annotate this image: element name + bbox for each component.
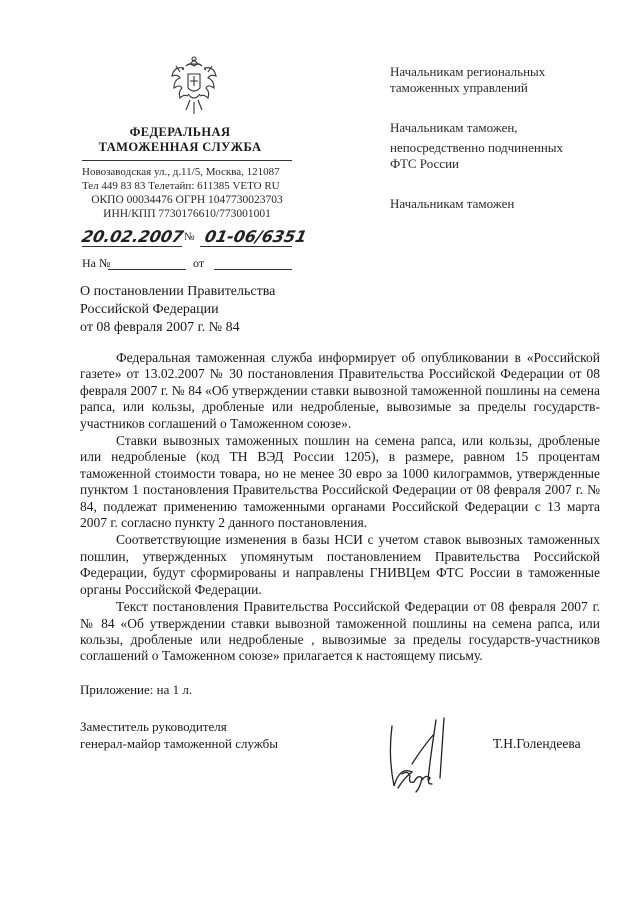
recipient-line: Начальникам региональных [390,64,546,79]
number-underline [200,246,292,247]
handwritten-signature [372,714,472,794]
body-paragraph-1: Федеральная таможенная служба информирует об опубликовании в «Российской газете» от 13.02.2007 № 30 постановления Правительства Российской Федерации от 08 февраля 2007 г. № 84 «Об утверждении ставки вывозной таможенной пошлины на семена рапса, или кользы, дробленые или недробленые, вывозимые за пределы государств-участников соглашений о Таможенном союзе». [80,350,600,431]
sender-phone: Тел 449 83 83 Телетайп: 611385 VETO RU [82,180,280,192]
recipient-line: Начальникам таможен, [390,120,518,135]
signatory-position [80,718,360,752]
recipient-customs [390,196,610,212]
sender-inn-kpp: ИНН/КПП 7730176610/773001001 [103,208,271,220]
recipient-regional-offices [390,64,610,96]
sender-okpo-ogrn: ОКПО 00034476 ОГРН 1047730023703 [91,194,283,206]
recipient-line: непосредственно подчиненных [390,140,564,155]
position-line: Заместитель руководителя [80,719,227,734]
letter-body [80,350,600,666]
letter-subject [80,283,360,337]
sender-org-line1: ФЕДЕРАЛЬНАЯ [129,125,231,139]
reply-date-line [214,269,292,270]
state-emblem-icon [166,54,222,118]
position-line: генерал-майор таможенной службы [80,736,278,751]
reply-number-line [108,269,186,270]
body-paragraph-3: Соответствующие изменения в базы НСИ с учетом ставок вывозных таможенных пошлин, утвержденных упомянутым постановлением Правительства Российской Федерации, будут сформированы и направлены ГНИВЦем ФТС России в таможенные органы Российской Федерации. [80,532,600,597]
registration-number: 01-06/6351 [202,227,309,246]
sender-address: Новозаводская ул., д.11/5, Москва, 121087 [82,166,280,178]
reply-number-label: На № [82,256,111,270]
recipient-line: ФТС России [390,156,459,171]
body-paragraph-4: Текст постановления Правительства Российской Федерации от 08 февраля 2007 г. № 84 «Об утверждении ставки вывозной таможенной пошлины на семена рапса, или кользы, дробленые или недробленые , вывозимые за пределы государств-участников соглашений о Таможенном союзе» прилагается к настоящему письму. [80,599,600,664]
registration-number-label: № [184,231,195,243]
subject-line: от 08 февраля 2007 г. № 84 [80,320,240,335]
recipient-direct-customs [390,120,610,172]
subject-line: Российской Федерации [80,302,219,317]
sender-divider [82,160,292,161]
reply-from-label: от [193,256,205,270]
subject-line: О постановлении Правительства [80,284,276,299]
body-paragraph-2: Ставки вывозных таможенных пошлин на семена рапса, или кользы, дробленые или недробленые (код ТН ВЭД России 1205), в размере, равном 15 процентам таможенной стоимости товара, но не менее 30 евро за 1000 килограммов, утвержденные пунктом 1 постановления Правительства Российской Федерации от 08 февраля 2007 г. № 84, подлежат применению таможенными органами Российской Федерации с 13 марта 2007 г. согласно пункту 2 данного постановления. [80,433,600,531]
date-underline [82,246,182,247]
recipient-line: таможенных управлений [390,80,528,95]
sender-org-line2: ТАМОЖЕННАЯ СЛУЖБА [98,140,262,154]
attachment-note: Приложение: на 1 л. [80,682,193,697]
recipient-line: Начальникам таможен [390,196,515,211]
signatory-name: Т.Н.Голендеева [493,736,581,751]
registration-date: 20.02.2007 [79,227,186,246]
